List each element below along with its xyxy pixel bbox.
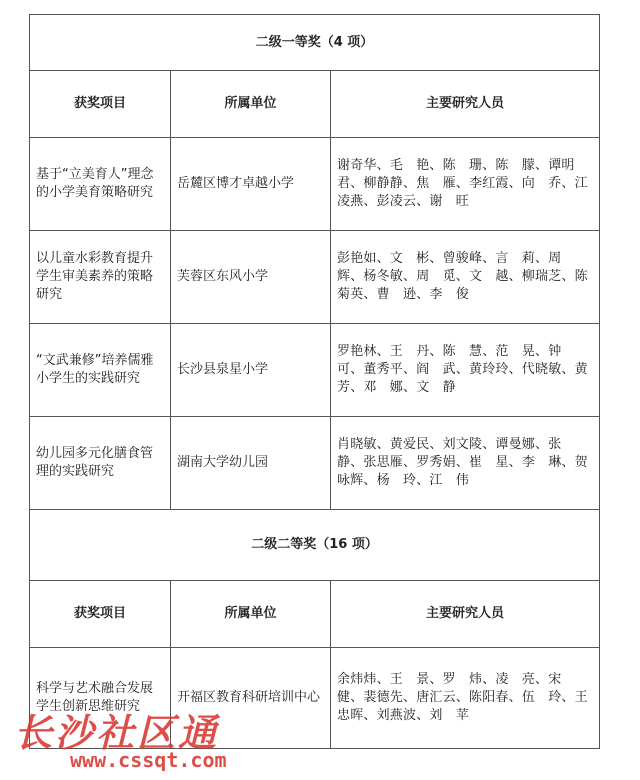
awards-table <box>29 14 600 749</box>
project-cell: “文武兼修”培养儒雅小学生的实践研究 <box>30 324 171 417</box>
section-title-row <box>30 15 600 71</box>
members-cell: 肖晓敏、黄爱民、刘文陵、谭曼娜、张 静、张思雁、罗秀娟、崔 星、李 琳、贺咏辉、杨 玲、江 伟 <box>331 417 600 510</box>
table-row <box>30 417 600 510</box>
table-row <box>30 324 600 417</box>
site-watermark <box>4 700 244 780</box>
members-cell: 余炜炜、王 景、罗 炜、凌 亮、宋 健、裴德先、唐汇云、陈阳春、伍 玲、王忠晖、刘燕波、刘 苹 <box>331 648 600 749</box>
unit-cell: 开福区教育科研培训中心 <box>171 648 331 749</box>
project-cell: 以儿童水彩教育提升学生审美素养的策略研究 <box>30 231 171 324</box>
members-cell: 彭艳如、文 彬、曾骏峰、言 莉、周 辉、杨冬敏、周 觅、文 越、柳瑞芝、陈菊英、曹 逊、李 俊 <box>331 231 600 324</box>
section-title-row <box>30 510 600 581</box>
header-members: 主要研究人员 <box>331 71 600 138</box>
section-title: 二级二等奖（16 项） <box>30 510 600 581</box>
project-cell: 科学与艺术融合发展学生创新思维研究 <box>30 648 171 749</box>
unit-cell: 岳麓区博才卓越小学 <box>171 138 331 231</box>
header-project: 获奖项目 <box>30 581 171 648</box>
watermark-url: www.cssqt.com <box>70 748 227 772</box>
unit-cell: 湖南大学幼儿园 <box>171 417 331 510</box>
project-cell: 幼儿园多元化膳食管理的实践研究 <box>30 417 171 510</box>
table-row <box>30 231 600 324</box>
project-cell: 基于“立美育人”理念的小学美育策略研究 <box>30 138 171 231</box>
table-row <box>30 138 600 231</box>
header-row <box>30 581 600 648</box>
unit-cell: 芙蓉区东风小学 <box>171 231 331 324</box>
header-unit: 所属单位 <box>171 71 331 138</box>
header-unit: 所属单位 <box>171 581 331 648</box>
members-cell: 谢奇华、毛 艳、陈 珊、陈 朦、谭明君、柳静静、焦 雁、李红霞、向 乔、江凌燕、彭凌云、谢 旺 <box>331 138 600 231</box>
header-project: 获奖项目 <box>30 71 171 138</box>
members-cell: 罗艳林、王 丹、陈 慧、范 晃、钟 可、董秀平、阎 武、黄玲玲、代晓敏、黄 芳、邓 娜、文 静 <box>331 324 600 417</box>
watermark-title: 长沙社区通 <box>14 711 220 755</box>
section-title: 二级一等奖（4 项） <box>30 15 600 71</box>
header-members: 主要研究人员 <box>331 581 600 648</box>
unit-cell: 长沙县泉星小学 <box>171 324 331 417</box>
header-row <box>30 71 600 138</box>
